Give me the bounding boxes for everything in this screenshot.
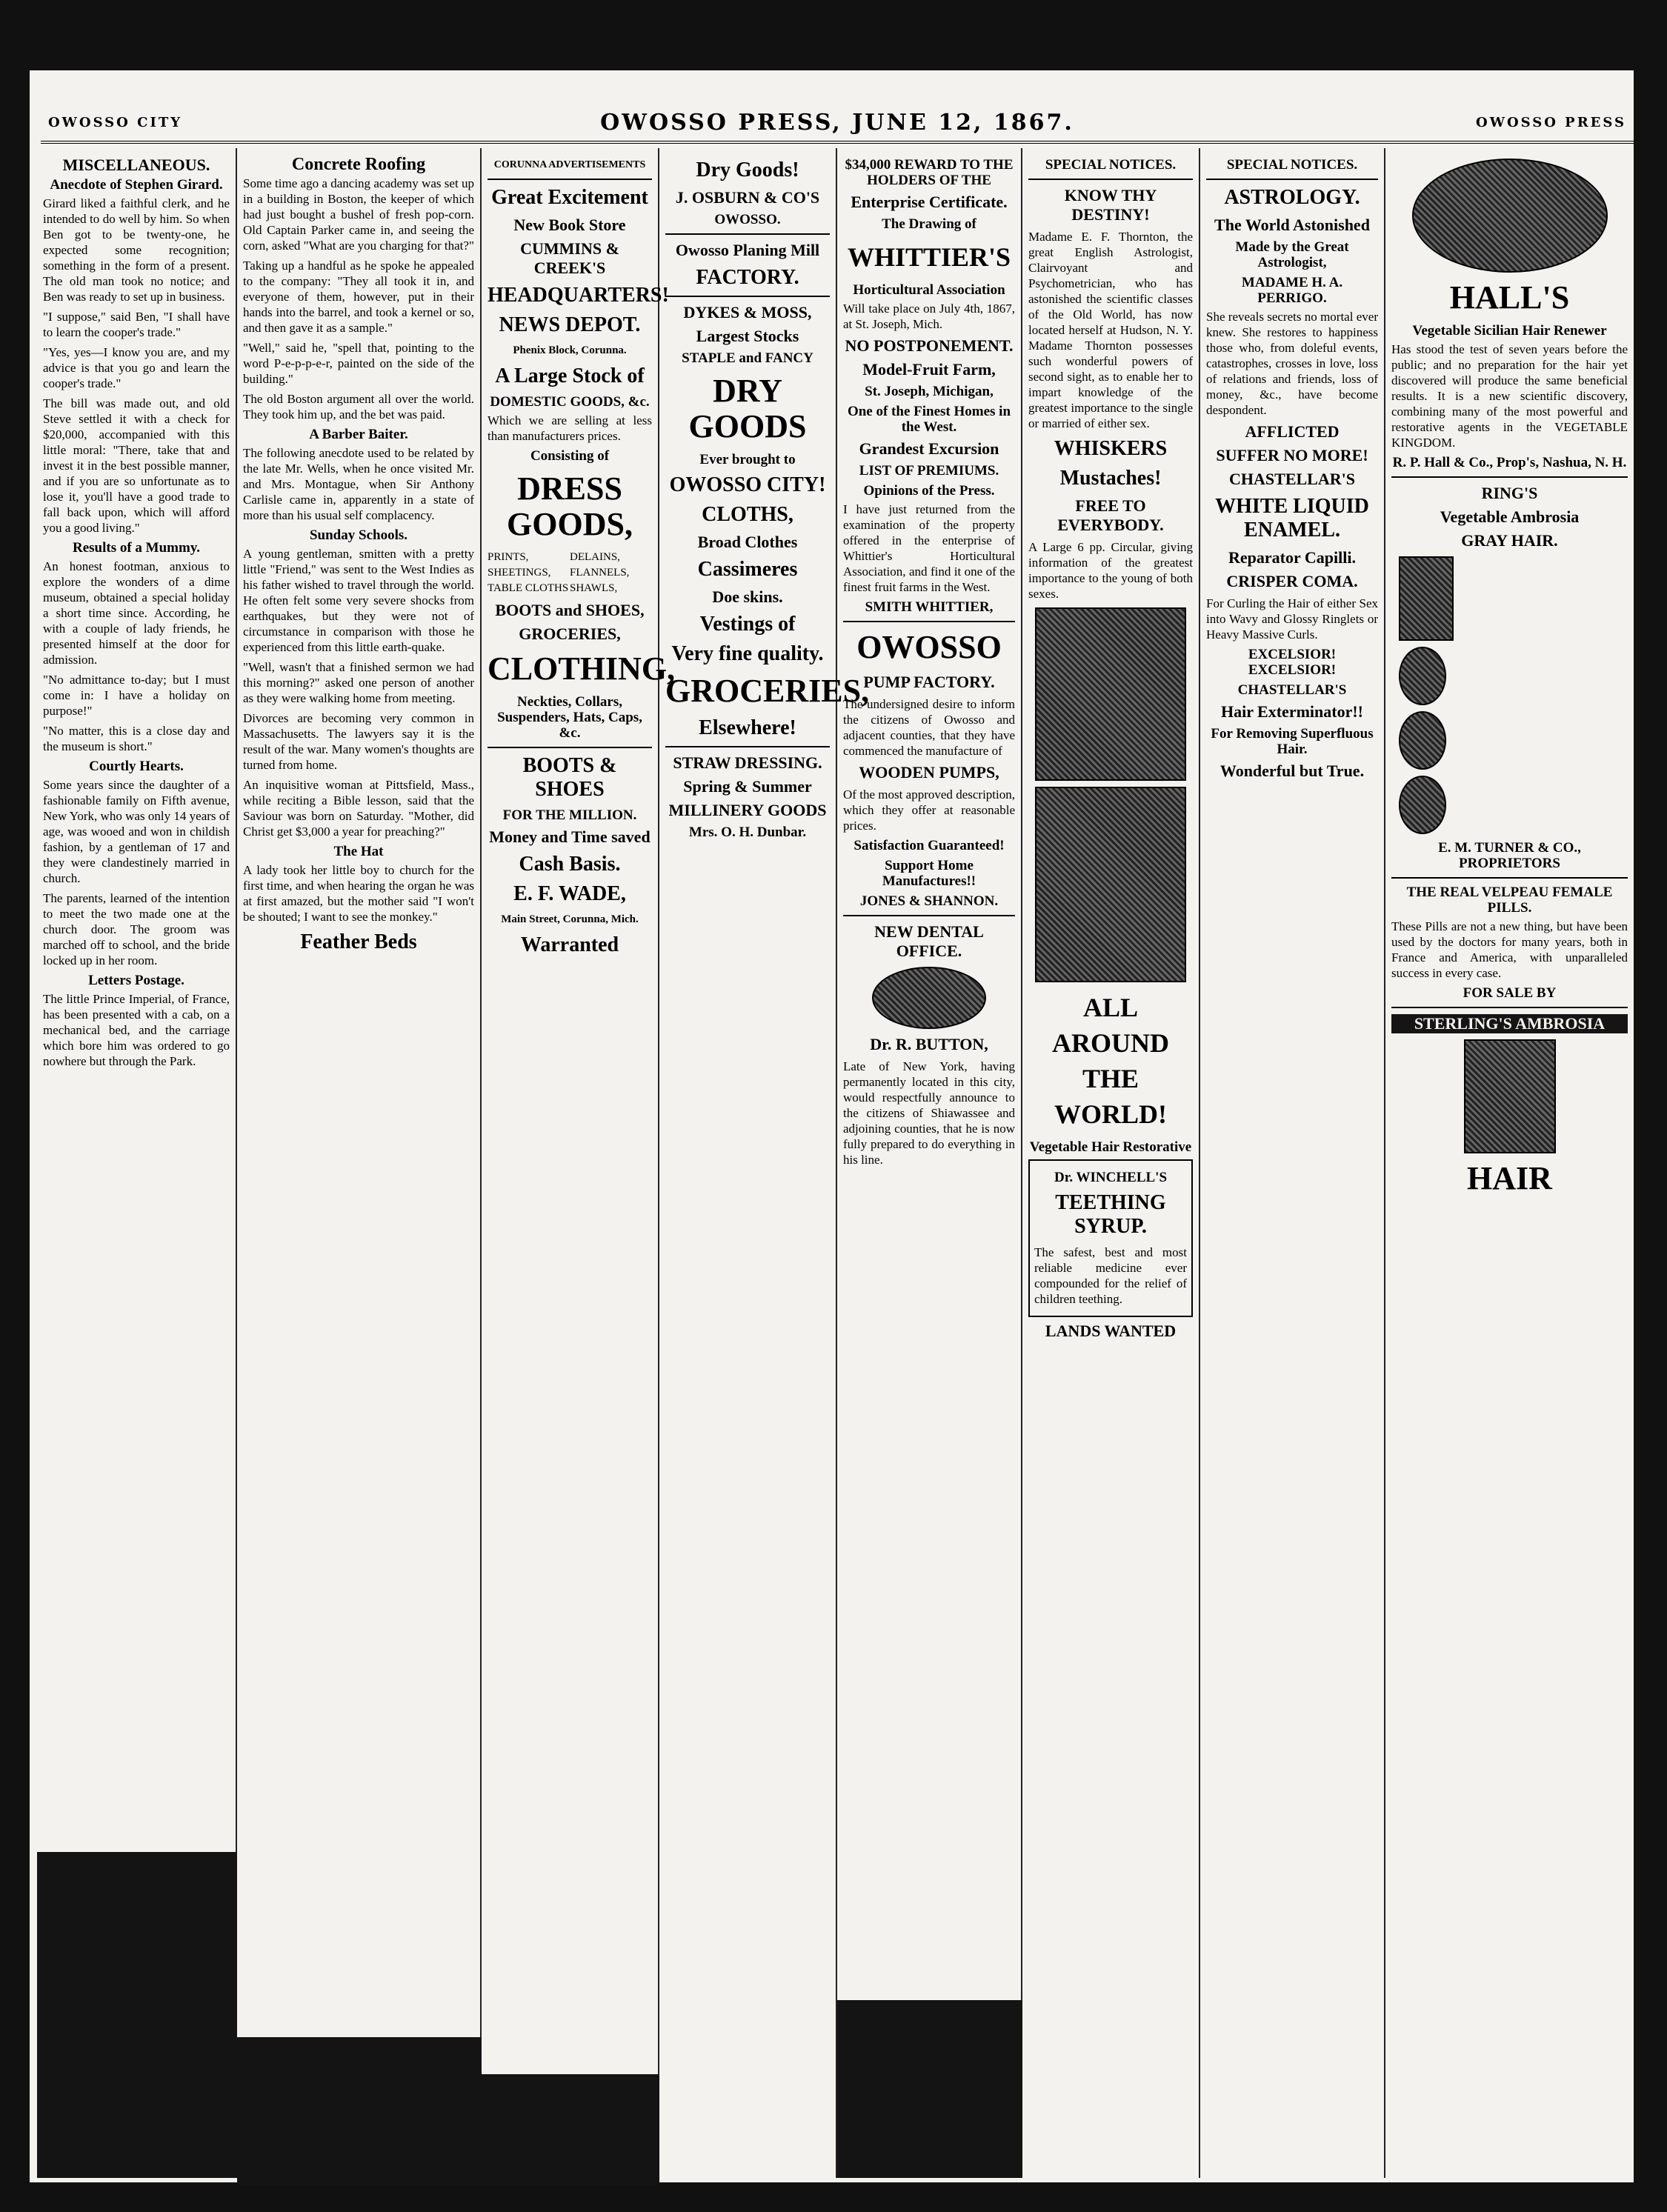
article-text: An inquisitive woman at Pittsfield, Mass., while reciting a Bible lesson, said that the Saviour was born on Saturday. "Mother, did Christ get $3,000 a year for preaching?" [243,778,474,839]
ad-heading: RING'S [1481,484,1538,502]
ad-heading: CHASTELLAR'S [1229,470,1355,488]
ad-subheading: Made by the Great Astrologist, [1235,239,1349,270]
ad-heading: BOOTS and SHOES, [495,601,645,619]
ad-subheading: SMITH WHITTIER, [865,599,994,615]
ad-heading: NEW DENTAL OFFICE. [874,922,984,960]
article-text: "Well, wasn't that a finished sermon we had this morning?" asked one person of another as they were walking home from meeting. [243,660,474,705]
ad-item: FLANNELS, [570,567,630,579]
masthead-right-label: OWOSSO PRESS [1476,114,1626,130]
article-heading: Concrete Roofing [291,155,426,174]
ad-heading: Warranted [520,933,619,956]
portrait-illustration [1399,776,1446,834]
ad-item: SHAWLS, [570,582,618,594]
ad-text: A Large 6 pp. Circular, giving information of the greatest importance to the young of both sexes. [1028,540,1193,601]
ad-heading: Reparator Capilli. [1228,548,1356,567]
section-heading: SPECIAL NOTICES. [1226,157,1358,173]
ad-heading: MILLINERY GOODS [668,801,827,819]
ad-heading: Great Excitement [491,186,648,209]
ad-heading: HAIR [1467,1160,1552,1196]
ad-heading: KNOW THY DESTINY! [1064,186,1157,224]
ad-heading: CRISPER COMA. [1226,572,1358,590]
article-text: "Well," said he, "spell that, pointing to the word P-e-p-p-e-r, painted on the side of the building." [243,341,474,386]
ad-heading: Wonderful but True. [1220,762,1365,780]
ad-heading: E. F. WADE, [513,882,626,905]
ad-heading: Spring & Summer [683,777,812,796]
ad-subheading: Vegetable Hair Restorative [1029,1139,1192,1155]
article-heading: Anecdote of Stephen Girard. [50,177,223,193]
ad-text: The safest, best and most reliable medicine ever compounded for the relief of children teething. [1034,1245,1187,1306]
ad-subheading: Consisting of [530,448,610,464]
article-text: The parents, learned of the intention to meet the two made one at the church door. The groom was marched off to school, and the bride locked up in her room. [43,891,230,967]
ad-heading: TEETHING SYRUP. [1055,1191,1166,1238]
article-text: An honest footman, anxious to explore the wonders of a dime museum, obtained a special holiday a short time since. According, he with a couple of lady friends, he presented himself at the door for admission. [43,559,230,667]
article-text: Some time ago a dancing academy was set up in a building in Boston, the keeper of which had just bought a bushel of fresh pop-corn. Old Captain Parker came in, and seeing the corn, asked "What are you charging for that?" [243,176,474,253]
ad-heading: Elsewhere! [699,716,796,739]
ad-heading: Dry Goods! [696,159,799,181]
ad-heading: OWOSSO CITY! [669,473,826,496]
article-text: The following anecdote used to be related by the late Mr. Wells, when he once visited Mr. and Mrs. Montague, when Sir Anthony Carlisle came in, apparently in a state of more than his usual self complacency. [243,446,474,522]
ad-heading: HEADQUARTERS! [488,284,669,307]
divider [1206,179,1378,180]
ad-text: For Curling the Hair of either Sex into Wavy and Glossy Ringlets or Heavy Massive Curls. [1206,596,1378,642]
article-text: The little Prince Imperial, of France, has been presented with a cab, on a mechanical bed, and the carriage which bore him was ordered to go nowhere but through the Park. [43,992,230,1068]
ad-text: I have just returned from the examination of the property offered in the enterprise of Whittier's Horticultural Association, and find it one of the finest fruit farms in the West. [843,502,1015,594]
divider [665,746,830,747]
lady-illustration [1464,1039,1556,1153]
scan-border-left [0,0,30,2212]
divider [1028,179,1193,180]
ad-heading: WHITTIER'S [847,242,1011,272]
ad-subheading: Neckties, Collars, Suspenders, Hats, Caps, &c. [497,694,642,741]
ad-item: TABLE CLOTHS [488,582,569,594]
ad-heading: Largest Stocks [696,327,799,345]
ad-subheading: Support Home Manufactures!! [882,858,976,889]
divider [665,296,830,297]
advertisement-heading: Feather Beds [300,930,417,953]
divider [843,915,1015,916]
ad-item: SHEETINGS, [488,567,551,579]
ad-text: Which we are selling at less than manufacturers prices. [488,413,652,443]
ad-heading: Enterprise Certificate. [851,193,1008,211]
masthead-title: OWOSSO PRESS, JUNE 12, 1867. [600,109,1074,136]
ad-subheading: Ever brought to [699,452,796,467]
article-text: Divorces are becoming very common in Massachusetts. The lawyers say it is the result of the war. Many women's thoughts are turned from home. [243,711,474,772]
ad-heading: New Book Store [513,216,626,234]
article-text: Taking up a handful as he spoke he appealed to the company: "They all took it in, and everyone of them, however, put in their hands into the barrel, and took a kernel or so, and then gave it as a sample." [243,259,474,335]
article-text: "Yes, yes—I know you are, and my advice is that you go and learn the cooper's trade." [43,345,230,390]
divider [488,747,652,748]
ad-subheading: For Removing Superfluous Hair. [1211,726,1374,757]
ad-text: Of the most approved description, which they offer at reasonable prices. [843,787,1015,833]
ad-subheading: JONES & SHANNON. [859,893,999,909]
ad-heading: WOODEN PUMPS, [859,763,999,782]
section-heading: MISCELLANEOUS. [62,156,210,174]
ad-heading: WHISKERS [1054,437,1168,460]
ad-subheading: Main Street, Corunna, Mich. [501,913,639,925]
ad-subheading: Vegetable Sicilian Hair Renewer [1412,323,1607,339]
article-text: The old Boston argument all over the world. They took him up, and the bet was paid. [243,392,474,422]
scan-border-top [0,0,1667,70]
ad-item: PRINTS, [488,551,529,563]
column-2 [237,148,482,2178]
article-text: Some years since the daughter of a fashionable family on Fifth avenue, New York, who was only 14 years of age, was wooed and won in childish fashion, by a gentleman of 17 and they were clandestinely married in church. [43,778,230,885]
ad-heading: FREE TO EVERYBODY. [1057,496,1164,534]
article-heading: Sunday Schools. [309,527,407,543]
column-8 [1385,148,1634,2178]
ink-damage [482,2074,659,2185]
divider [665,233,830,235]
column-1 [37,148,237,2178]
ad-subheading: FOR THE MILLION. [502,807,637,823]
ad-text: Madame E. F. Thornton, the great English Astrologist, Clairvoyant and Psychometrician, who has astonished the scientific classes of the Old World, has now located herself at Hudson, N. Y. Madame Thornton possesses such wonderful powers of second sight, as to enable her to impart knowledge of the greatest importance to the single or married of either sex. [1028,230,1193,430]
ad-heading: FACTORY. [696,266,799,289]
ad-heading: BOOTS & SHOES [522,754,617,801]
ad-item: DELAINS, [570,551,620,563]
ad-subheading: R. P. Hall & Co., Prop's, Nashua, N. H. [1392,455,1627,470]
article-text: A lady took her little boy to church for the first time, and when hearing the organ he was at first amazed, but the mother said "I won't be shouted; I want to see the monkey." [243,863,474,924]
advertisement-illustration [1035,787,1186,982]
ad-heading: GROCERIES, [519,624,621,643]
portrait-illustration [1399,647,1446,705]
divider [1391,476,1628,478]
ad-heading: Hair Exterminator!! [1220,702,1364,721]
article-text: "I suppose," said Ben, "I shall have to learn the cooper's trade." [43,310,230,339]
column-6 [1022,148,1200,2178]
halls-logo-illustration [1412,159,1608,273]
ad-heading: Money and Time saved [489,827,651,846]
ad-heading: OWOSSO [856,629,1002,665]
divider [1391,877,1628,879]
ad-subheading: Mrs. O. H. Dunbar. [688,824,807,840]
ad-heading: ASTROLOGY. [1224,186,1360,209]
ad-heading: NO POSTPONEMENT. [845,336,1014,355]
column-5 [837,148,1022,2178]
ad-item-list [488,550,652,596]
column-3 [482,148,676,2178]
ink-damage [37,1852,237,2178]
ad-subheading: Opinions of the Press. [863,483,995,499]
ad-subheading: One of the Finest Homes in the West. [847,404,1011,435]
ad-heading: Cash Basis. [519,853,621,876]
scan-border-bottom [0,2182,1667,2212]
ad-heading: GRAY HAIR. [1461,531,1558,550]
ad-subheading: OWOSSO. [714,212,781,227]
divider [1391,1007,1628,1008]
ad-subheading: THE REAL VELPEAU FEMALE PILLS. [1406,885,1613,916]
ad-heading: J. OSBURN & CO'S [675,188,820,207]
ad-heading: HALL'S [1449,279,1570,316]
article-text: Girard liked a faithful clerk, and he intended to do well by him. So when Ben got to be twenty-one, he expected some recognition; something in the form of a present. The old man took no notice; and Ben was ready to set up in business. [43,196,230,304]
ad-heading: Broad Clothes [697,533,798,551]
ad-heading: AFFLICTED [1245,422,1340,441]
masthead [41,104,1634,144]
ad-heading: LANDS WANTED [1045,1322,1177,1340]
ad-text: Has stood the test of seven years before the public; and no preparation for the hair yet discovered will produce the same beneficial results. It is a new scientific discovery, combining many of the most powerful and restorative agents in the VEGETABLE KINGDOM. [1391,342,1628,450]
ad-heading: GROCERIES, [665,673,870,709]
ad-heading: Model-Fruit Farm, [862,360,996,379]
article-heading: The Hat [333,844,384,859]
article-heading: A Barber Baiter. [309,427,408,442]
bottle-illustration [1399,556,1454,641]
column-4 [659,148,870,2178]
ad-subheading: St. Joseph, Michigan, [865,384,994,399]
ad-subheading: The Drawing of [882,216,976,232]
ad-heading: Vestings of [699,613,796,636]
article-heading: Courtly Hearts. [89,759,184,774]
ad-text: She reveals secrets no mortal ever knew. She restores to happiness those who, from doleful events, catastrophes, crosses in love, loss of relations and friends, loss of money, &c., have become despondent. [1206,310,1378,417]
divider [843,621,1015,622]
ad-heading: DRESS GOODS, [507,470,633,542]
ad-heading: CLOTHS, [702,503,793,526]
ad-text: The undersigned desire to inform the citizens of Owosso and adjacent counties, that they have commenced the manufacture of [843,697,1015,758]
ad-text: These Pills are not a new thing, but have been used by the doctors for many years, both in France and America, with unparalleled success in every case. [1391,919,1628,980]
ad-subheading: Phenix Block, Corunna. [513,344,627,356]
ad-heading: Owosso Planing Mill [675,241,820,259]
ad-subheading: EXCELSIOR! EXCELSIOR! [1248,647,1337,678]
ad-text: Late of New York, having permanently located in this city, would respectfully announce to the citizens of Shiawassee and adjoining counties, that he is now fully prepared to do everything in his line. [843,1059,1015,1167]
ad-subheading: CHASTELLAR'S [1237,682,1347,698]
ad-subheading: E. M. TURNER & CO., PROPRIETORS [1438,840,1581,871]
ad-heading: DRY GOODS [688,373,807,444]
ad-heading: ALL AROUND THE WORLD! [1052,993,1169,1129]
ad-heading: Mustaches! [1059,467,1162,490]
column-7 [1200,148,1385,2178]
dental-illustration [872,967,986,1029]
ad-heading: Very fine quality. [671,642,824,665]
ad-subheading: Dr. WINCHELL'S [1054,1170,1168,1185]
ad-text: Will take place on July 4th, 1867, at St. Joseph, Mich. [843,302,1015,331]
ad-subheading: MADAME H. A. PERRIGO. [1241,275,1343,306]
ad-heading: $34,000 REWARD TO THE HOLDERS OF THE [845,157,1014,188]
machine-illustration [1035,607,1186,781]
ad-heading: PUMP FACTORY. [863,673,995,691]
ink-damage [837,2000,1022,2178]
ad-heading: STRAW DRESSING. [673,753,822,772]
ink-damage [237,2037,482,2185]
divider [488,179,652,180]
ad-subheading: DOMESTIC GOODS, &c. [490,394,650,410]
article-text: "No admittance to-day; but I must come in: I have a holiday on purpose!" [43,673,230,718]
ad-heading: CLOTHING, [488,650,676,687]
section-heading: CORUNNA ADVERTISEMENTS [493,159,646,170]
article-text: The bill was made out, and old Steve settled it with a check for $20,000, accompanied with this little moral: "There, take that and invest it in the best possible manner, and if you are so unfortunate as to lose it, you'll have a good trade to fall back upon, which will afford you a good living." [43,396,230,535]
ad-subheading: FOR SALE BY [1463,985,1557,1001]
teething-syrup-ad [1028,1159,1193,1317]
article-heading: Letters Postage. [88,973,184,988]
ad-subheading: STAPLE and FANCY [682,350,813,366]
section-heading: SPECIAL NOTICES. [1045,157,1177,173]
ad-subheading: LIST OF PREMIUMS. [859,463,999,479]
article-heading: Results of a Mummy. [72,540,201,556]
article-text: "No matter, this is a close day and the museum is short." [43,724,230,753]
ad-subheading: Horticultural Association [853,282,1005,298]
ad-heading: SUFFER NO MORE! [1216,446,1368,464]
ad-heading: Grandest Excursion [859,439,999,458]
ad-heading: WHITE LIQUID ENAMEL. [1215,495,1369,542]
ad-heading: Dr. R. BUTTON, [870,1035,988,1053]
ad-heading: Vegetable Ambrosia [1440,507,1580,526]
ad-heading: DYKES & MOSS, [683,303,812,322]
ad-heading: NEWS DEPOT. [499,313,641,336]
ad-heading: Cassimeres [697,558,798,581]
ad-heading: A Large Stock of [495,364,645,387]
ad-heading: The World Astonished [1214,216,1370,234]
ad-heading: STERLING'S AMBROSIA [1391,1014,1628,1033]
article-text: A young gentleman, smitten with a pretty little "Friend," was sent to the West Indies as his father wished to travel through the world. He often felt some very severe shocks from earthquakes, but they were not of circumstance in comparison with those he experienced from this little earth-quake. [243,547,474,654]
masthead-left-label: OWOSSO CITY [48,114,183,130]
ad-subheading: Satisfaction Guaranteed! [854,838,1005,853]
ad-heading: Doe skins. [712,587,783,606]
ad-heading: CUMMINS & CREEK'S [520,239,619,277]
scan-border-right [1634,0,1667,2212]
portrait-illustration [1399,711,1446,770]
